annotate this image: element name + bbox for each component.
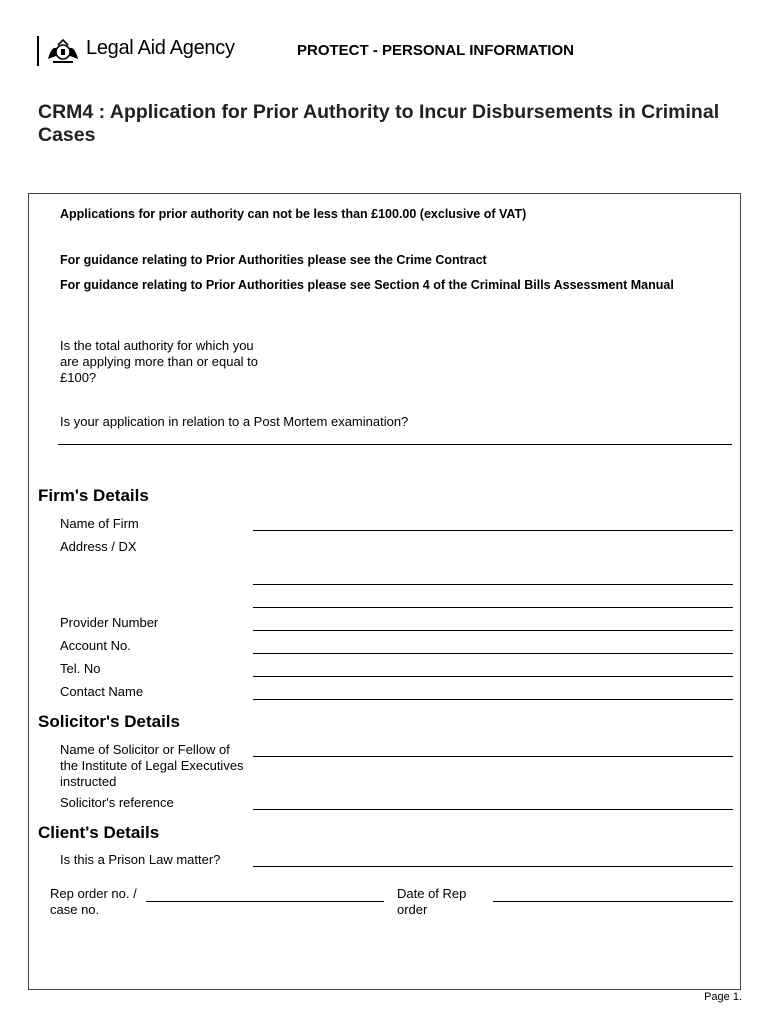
solicitor-reference-label: Solicitor's reference xyxy=(60,795,174,810)
total-authority-question: Is the total authority for which you are applying more than or equal to £100? xyxy=(60,338,259,385)
telephone-label: Tel. No xyxy=(60,661,101,676)
firm-name-field[interactable] xyxy=(253,530,733,531)
contact-name-label: Contact Name xyxy=(60,684,144,699)
prison-law-field[interactable] xyxy=(253,866,733,867)
client-details-heading: Client's Details xyxy=(38,823,160,842)
solicitor-reference-field[interactable] xyxy=(253,809,733,810)
solicitor-details-heading: Solicitor's Details xyxy=(38,712,180,731)
telephone-field[interactable] xyxy=(253,676,733,677)
date-of-rep-order-field[interactable] xyxy=(493,901,733,902)
minimum-amount-notice: Applications for prior authority can not be less than £100.00 (exclusive of VAT) xyxy=(60,207,527,221)
guidance-contract: For guidance relating to Prior Authorities please see the Crime Contract xyxy=(60,253,487,267)
address-field-line-2[interactable] xyxy=(253,607,733,608)
prison-law-label: Is this a Prison Law matter? xyxy=(60,852,221,867)
solicitor-name-label: Name of Solicitor or Fellow of the Institute of Legal Executives instructed xyxy=(60,742,244,789)
solicitor-name-field[interactable] xyxy=(253,756,733,757)
logo-divider xyxy=(37,36,39,66)
contact-name-field[interactable] xyxy=(253,699,733,700)
account-number-label: Account No. xyxy=(60,638,131,653)
royal-crest-icon xyxy=(45,37,81,65)
firm-name-label: Name of Firm xyxy=(60,516,139,531)
page-number: Page 1. xyxy=(704,991,742,1003)
date-of-rep-order-label: Date of Rep order xyxy=(397,886,467,917)
section-divider xyxy=(58,444,732,445)
provider-number-label: Provider Number xyxy=(60,615,159,630)
agency-name: Legal Aid Agency xyxy=(86,37,235,59)
protective-marking: PROTECT - PERSONAL INFORMATION xyxy=(297,42,574,59)
provider-number-field[interactable] xyxy=(253,630,733,631)
rep-order-label: Rep order no. / case no. xyxy=(50,886,137,917)
account-number-field[interactable] xyxy=(253,653,733,654)
form-title: CRM4 : Application for Prior Authority to Incur Disbursements in Criminal Cases xyxy=(38,101,720,146)
guidance-manual: For guidance relating to Prior Authorities please see Section 4 of the Criminal Bills Assessment Manual xyxy=(60,278,674,292)
post-mortem-question: Is your application in relation to a Post Mortem examination? xyxy=(60,414,409,429)
firm-details-heading: Firm's Details xyxy=(38,486,149,505)
form-frame xyxy=(28,193,741,990)
address-field-line-1[interactable] xyxy=(253,584,733,585)
rep-order-field[interactable] xyxy=(146,901,384,902)
address-label: Address / DX xyxy=(60,539,137,554)
